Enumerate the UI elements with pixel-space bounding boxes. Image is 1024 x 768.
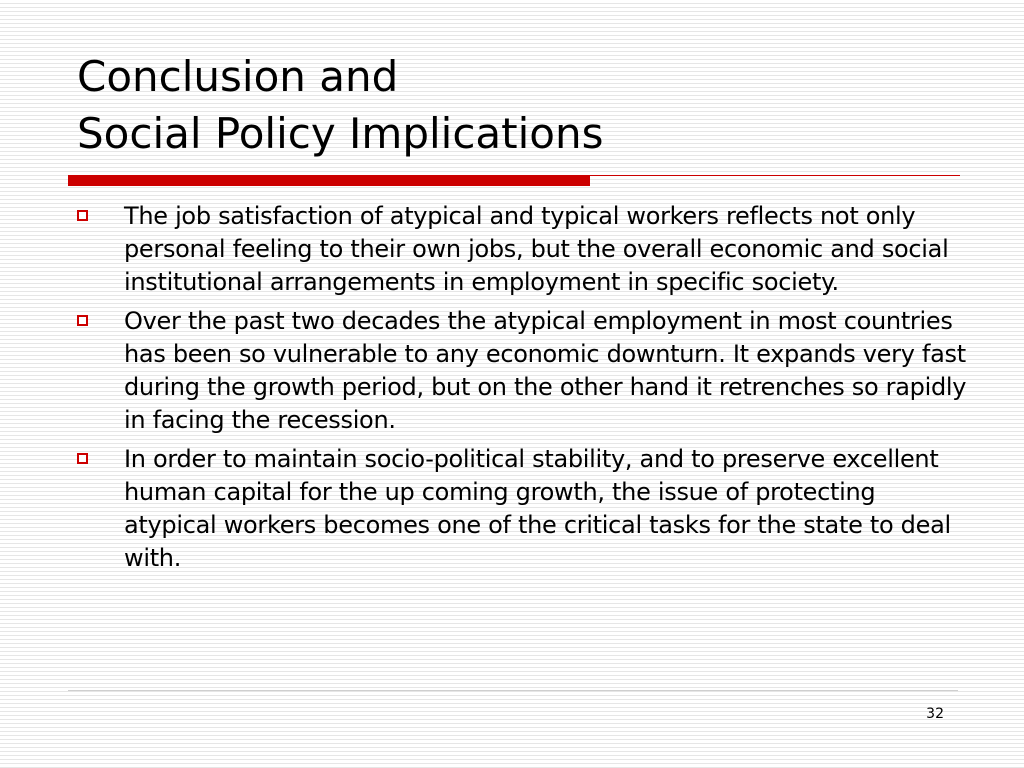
hollow-square-bullet-icon <box>77 315 88 326</box>
bullet-text: In order to maintain socio-political stability, and to preserve excellent human capital for the up coming growth, the issue of protecting atypical workers becomes one of the critical tasks for the state to deal with. <box>124 445 951 572</box>
hollow-square-bullet-icon <box>77 453 88 464</box>
slide-title <box>77 48 604 162</box>
hollow-square-bullet-icon <box>77 210 88 221</box>
title-line-2: Social Policy Implications <box>77 109 604 158</box>
bullet-item <box>77 305 967 437</box>
title-divider-thick <box>68 175 590 186</box>
footer-divider <box>68 690 958 691</box>
bullet-text: The job satisfaction of atypical and typical workers reflects not only personal feeling to their own jobs, but the overall economic and social institutional arrangements in employment in specific society. <box>124 202 949 296</box>
bullet-text: Over the past two decades the atypical employment in most countries has been so vulnerable to any economic downturn. It expands very fast during the growth period, but on the other hand it retrenches so rapidly in facing the recession. <box>124 307 967 434</box>
slide-number: 32 <box>926 706 944 722</box>
title-divider-thin <box>590 175 960 176</box>
bullet-item <box>77 443 967 575</box>
bullet-list <box>77 200 967 581</box>
title-line-1: Conclusion and <box>77 52 399 101</box>
bullet-item <box>77 200 967 299</box>
